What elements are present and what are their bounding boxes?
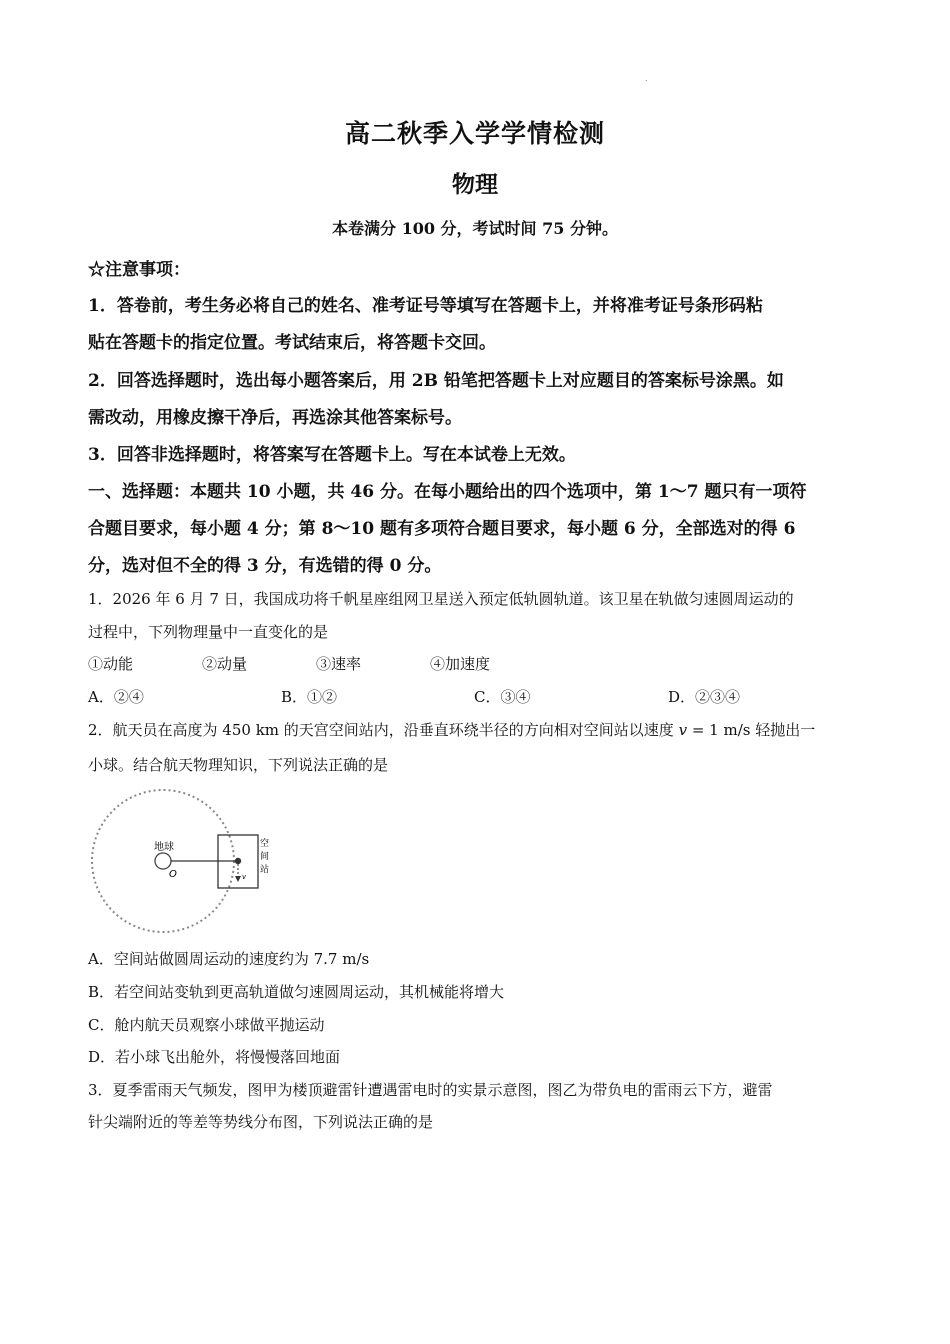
- q3-stem-line1: 3．夏季雷雨天气频发，图甲为楼顶避雷针遭遇雷电时的实景示意图，图乙为带负电的雷雨云下方，避雷: [88, 1081, 773, 1099]
- q1-choice-d: D．②③④: [668, 688, 741, 706]
- notice-item2-line1: 2．回答选择题时，选出每小题答案后，用 2B 铅笔把答题卡上对应题目的答案标号涂黑。如: [88, 371, 784, 391]
- q2-velocity-value: = 1 m/s: [687, 721, 751, 739]
- q2-choice-d: D．若小球飞出舱外，将慢慢落回地面: [88, 1048, 341, 1066]
- earth-label: 地球: [154, 842, 174, 853]
- q1-stem-line1: 1．2026 年 6 月 7 日，我国成功将千帆星座组网卫星送入预定低轨圆轨道。该卫星在轨做匀速圆周运动的: [88, 590, 794, 608]
- station-label-3: 站: [260, 865, 270, 875]
- q1-item-3: ③速率: [316, 655, 362, 673]
- header-dot: .: [645, 74, 648, 83]
- q2-choice-c: C．舱内航天员观察小球做平抛运动: [88, 1016, 325, 1034]
- q1-item-1: ①动能: [88, 655, 134, 673]
- notice-item1-line2: 贴在答题卡的指定位置。考试结束后，将答题卡交回。: [88, 333, 496, 353]
- ball-icon: [235, 858, 241, 864]
- section1-line1: 一、选择题：本题共 10 小题，共 46 分。在每小题给出的四个选项中，第 1～7 题只有一项符: [88, 482, 807, 502]
- q1-choice-b: B．①②: [281, 688, 338, 706]
- q2-choice-a: A．空间站做圆周运动的速度约为 7.7 m/s: [88, 950, 370, 968]
- q1-item-2: ②动量: [202, 655, 248, 673]
- velocity-arrowhead-icon: [235, 876, 241, 882]
- center-label: O: [169, 869, 177, 880]
- exam-title: 高二秋季入学学情检测: [344, 119, 605, 148]
- q2-velocity-symbol: v: [678, 721, 688, 739]
- subject-title: 物理: [452, 171, 498, 198]
- q1-item-4: ④加速度: [430, 655, 491, 673]
- q1-choice-c: C．③④: [474, 688, 531, 706]
- q2-stem-line1: [88, 719, 815, 740]
- earth-icon: [155, 853, 171, 869]
- notice-item3: 3．回答非选择题时，将答案写在答题卡上。写在本试卷上无效。: [88, 445, 576, 465]
- q2-stem-line2: 小球。结合航天物理知识，下列说法正确的是: [88, 756, 389, 774]
- q2-stem-part1: 2．航天员在高度为 450 km 的天宫空间站内，沿垂直环绕半径的方向相对空间站以速度: [88, 721, 679, 739]
- notice-item2-line2: 需改动，用橡皮擦干净后，再选涂其他答案标号。: [88, 408, 462, 428]
- station-label-2: 间: [260, 852, 270, 862]
- velocity-label: v: [242, 873, 247, 881]
- notice-item1-line1: 1．答卷前，考生务必将自己的姓名、准考证号等填写在答题卡上，并将准考证号条形码粘: [88, 296, 763, 316]
- station-label-1: 空: [260, 839, 270, 849]
- score-line: 本卷满分 100 分，考试时间 75 分钟。: [332, 219, 618, 238]
- q1-stem-line2: 过程中，下列物理量中一直变化的是: [88, 623, 329, 641]
- q1-choice-a: A．②④: [88, 688, 144, 706]
- notice-heading: ☆注意事项：: [88, 260, 190, 280]
- q3-stem-line2: 针尖端附近的等差等势线分布图，下列说法正确的是: [88, 1113, 434, 1131]
- section1-line2: 合题目要求，每小题 4 分；第 8～10 题有多项符合题目要求，每小题 6 分，全部选对的得 6: [88, 519, 796, 539]
- q2-stem-part2: 轻抛出一: [750, 721, 816, 739]
- section1-line3: 分，选对但不全的得 3 分，有选错的得 0 分。: [88, 556, 442, 576]
- q2-choice-b: B．若空间站变轨到更高轨道做匀速圆周运动，其机械能将增大: [88, 983, 505, 1001]
- q2-orbit-figure: [88, 788, 288, 938]
